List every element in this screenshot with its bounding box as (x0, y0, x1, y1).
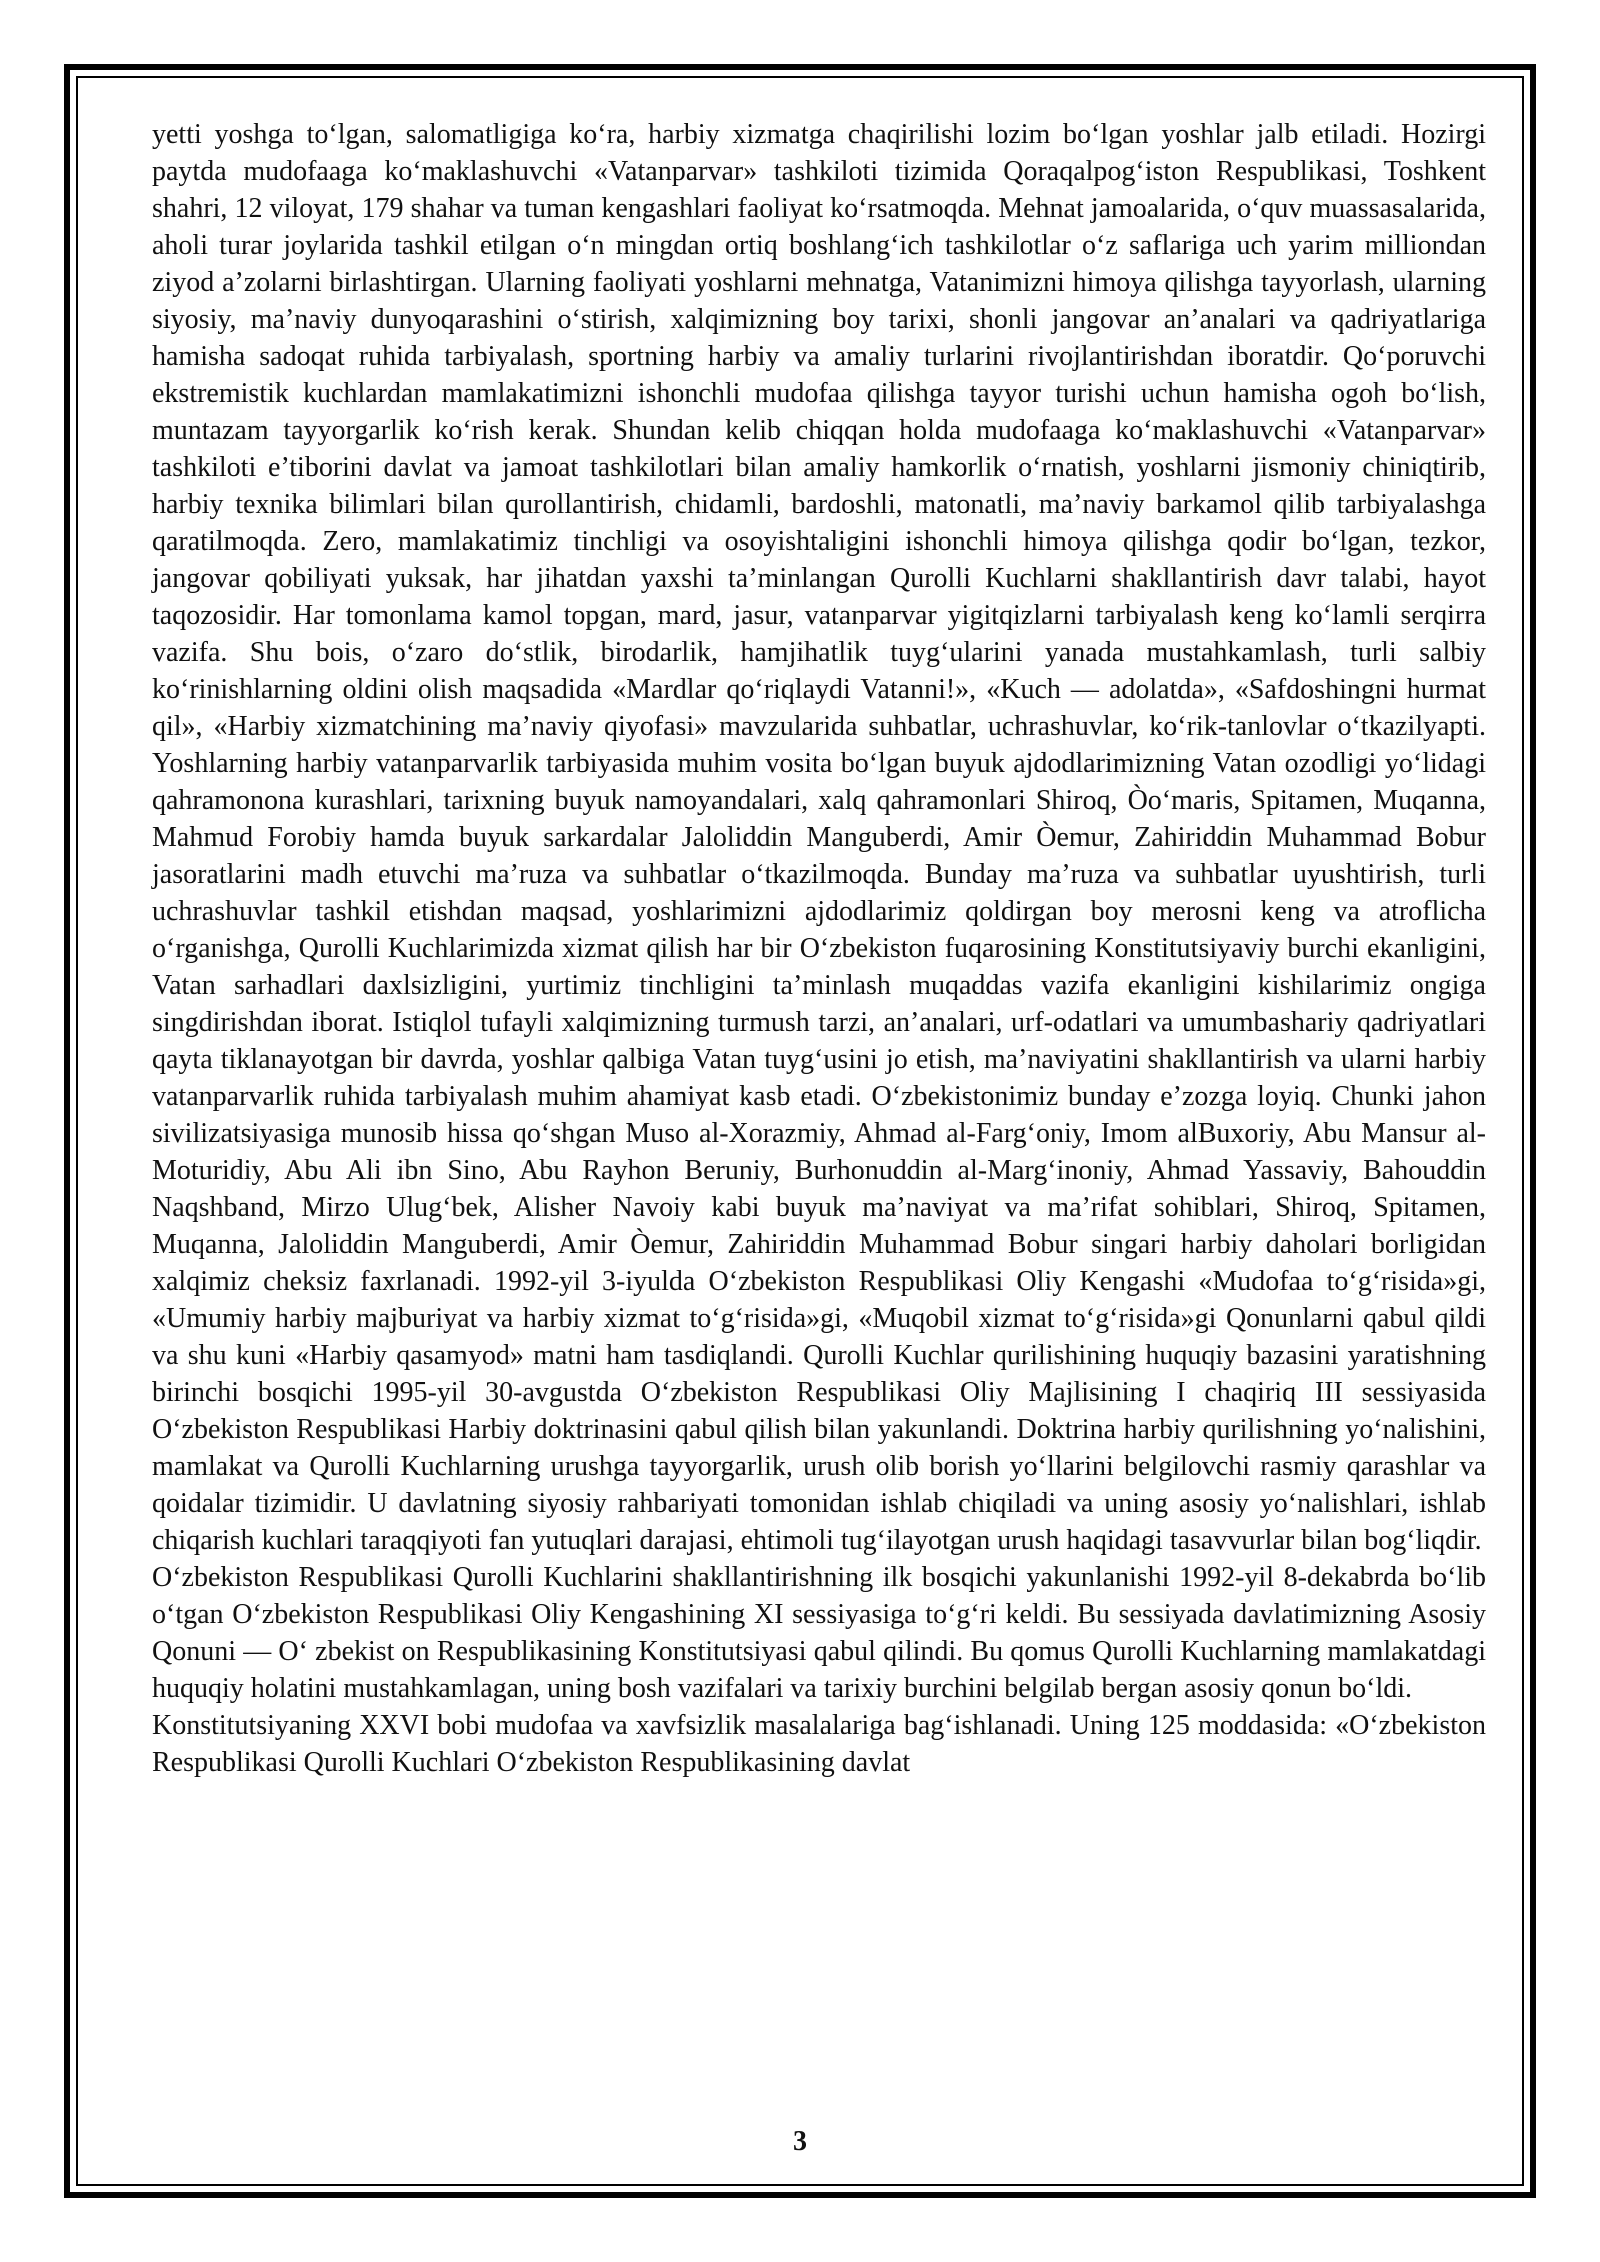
paragraph-1: yetti yoshga to‘lgan, salomatligiga ko‘ra, harbiy xizmatga chaqirilishi lozim bo‘lgan yoshlar jalb etiladi. Hozirgi paytda mudofaaga ko‘maklashuvchi «Vatanparvar» tashkiloti tizimida Qoraqalpog‘iston Respublikasi, Toshkent shahri, 12 viloyat, 179 shahar va tuman kengashlari faoliyat ko‘rsatmoqda. Mehnat jamoalarida, o‘quv muassasalarida, aholi turar joylarida tashkil etilgan o‘n mingdan ortiq boshlang‘ich tashkilotlar o‘z saflariga uch yarim milliondan ziyod a’zolarni birlashtirgan. Ularning faoliyati yoshlarni mehnatga, Vatanimizni himoya qilishga tayyorlash, ularning siyosiy, ma’naviy dunyoqarashini o‘stirish, xalqimizning boy tarixi, shonli jangovar an’analari va qadriyatlariga hamisha sadoqat ruhida tarbiyalash, sportning harbiy va amaliy turlarini rivojlantirishdan iboratdir. Qo‘poruvchi ekstremistik kuchlardan mamlakatimizni ishonchli mudofaa qilishga tayyor turishi uchun hamisha ogoh bo‘lish, muntazam tayyorgarlik ko‘rish kerak. Shundan kelib chiqqan holda mudofaaga ko‘maklashuvchi «Vatanparvar» tashkiloti e’tiborini davlat va jamoat tashkilotlari bilan amaliy hamkorlik o‘rnatish, yoshlarni jismoniy chiniqtirib, harbiy texnika bilimlari bilan qurollantirish, chidamli, bardoshli, matonatli, ma’naviy barkamol qilib tarbiyalashga qaratilmoqda. Zero, mamlakatimiz tinchligi va osoyishtaligini ishonchli himoya qilishga qodir bo‘lgan, tezkor, jangovar qobiliyati yuksak, har jihatdan yaxshi ta’minlangan Qurolli Kuchlarni shakllantirish davr talabi, hayot taqozosidir. Har tomonlama kamol topgan, mard, jasur, vatanparvar yigitqizlarni tarbiyalash keng ko‘lamli serqirra vazifa. Shu bois, o‘zaro do‘stlik, birodarlik, hamjihatlik tuyg‘ularini yanada mustahkamlash, turli salbiy ko‘rinishlarning oldini olish maqsadida «Mardlar qo‘riqlaydi Vatanni!», «Kuch — adolatda», «Safdoshingni hurmat qil», «Harbiy xizmatchining ma’naviy qiyofasi» mavzularida suhbatlar, uchrashuvlar, ko‘rik-tanlovlar o‘tkazilyapti. Yoshlarning harbiy vatanparvarlik tarbiyasida muhim vosita bo‘lgan buyuk ajdodlarimizning Vatan ozodligi yo‘lidagi qahramonona kurashlari, tarixning buyuk namoyandalari, xalq qahramonlari Shiroq, Òo‘maris, Spitamen, Muqanna, Mahmud Forobiy hamda buyuk sarkardalar Jaloliddin Manguberdi, Amir Òemur, Zahiriddin Muhammad Bobur jasoratlarini madh etuvchi ma’ruza va suhbatlar o‘tkazilmoqda. Bunday ma’ruza va suhbatlar uyushtirish, turli uchrashuvlar tashkil etishdan maqsad, yoshlarimizni ajdodlarimiz qoldirgan boy merosni keng va atroflicha o‘rganishga, Qurolli Kuchlarimizda xizmat qilish har bir O‘zbekiston fuqarosining Konstitutsiyaviy burchi ekanligini, Vatan sarhadlari daxlsizligini, yurtimiz tinchligini ta’minlash muqaddas vazifa ekanligini kishilarimiz ongiga singdirishdan iborat. Istiqlol tufayli xalqimizning turmush tarzi, an’analari, urf-odatlari va umumbashariy qadriyatlari qayta tiklanayotgan bir davrda, yoshlar qalbiga Vatan tuyg‘usini jo etish, ma’naviyatini shakllantirish va ularni harbiy vatanparvarlik ruhida tarbiyalash muhim ahamiyat kasb etadi. O‘zbekistonimiz bunday e’zozga loyiq. Chunki jahon sivilizatsiyasiga munosib hissa qo‘shgan Muso al-Xorazmiy, Ahmad al-Farg‘oniy, Imom alBuxoriy, Abu Mansur al-Moturidiy, Abu Ali ibn Sino, Abu Rayhon Beruniy, Burhonuddin al-Marg‘inoniy, Ahmad Yassaviy, Bahouddin Naqshband, Mirzo Ulug‘bek, Alisher Navoiy kabi buyuk ma’naviyat va ma’rifat sohiblari, Shiroq, Spitamen, Muqanna, Jaloliddin Manguberdi, Amir Òemur, Zahiriddin Muhammad Bobur singari harbiy daholari borligidan xalqimiz cheksiz faxrlanadi. 1992-yil 3-iyulda O‘zbekiston Respublikasi Oliy Kengashi «Mudofaa to‘g‘risida»gi, «Umumiy harbiy majburiyat va harbiy xizmat to‘g‘risida»gi, «Muqobil xizmat to‘g‘risida»gi Qonunlarni qabul qildi va shu kuni «Harbiy qasamyod» matni ham tasdiqlandi. Qurolli Kuchlar qurilishining huquqiy bazasini yaratishning birinchi bosqichi 1995-yil 30-avgustda O‘zbekiston Respublikasi Oliy Majlisining I chaqiriq III sessiyasida O‘zbekiston Respublikasi Harbiy doktrinasini qabul qilish bilan yakunlandi. Doktrina harbiy qurilishning yo‘nalishini, mamlakat va Qurolli Kuchlarning urushga tayyorgarlik, urush olib borish yo‘llarini belgilovchi rasmiy qarashlar va qoidalar tizimidir. U davlatning siyosiy rahbariyati tomonidan ishlab chiqiladi va uning asosiy yo‘nalishlari, ishlab chiqarish kuchlari taraqqiyoti fan yutuqlari darajasi, ehtimoli tug‘ilayotgan urush haqidagi tasavvurlar bilan bog‘liqdir. (152, 119, 1486, 1556)
page-number: 3 (793, 2126, 807, 2157)
paragraph-2: O‘zbekiston Respublikasi Qurolli Kuchlarini shakllantirishning ilk bosqichi yakunlanishi 1992-yil 8-dekabrda bo‘lib o‘tgan O‘zbekiston Respublikasi Oliy Kengashining XI sessiyasiga to‘g‘ri keldi. Bu sessiyada davlatimizning Asosiy Qonuni — O‘ zbekist on Respublikasining Konstitutsiyasi qabul qilindi. Bu qomus Qurolli Kuchlarning mamlakatdagi huquqiy holatini mustahkamlagan, uning bosh vazifalari va tarixiy burchini belgilab bergan asosiy qonun bo‘ldi. (152, 1562, 1486, 1704)
document-body (152, 116, 1486, 1781)
paragraph-3: Konstitutsiyaning XXVI bobi mudofaa va xavfsizlik masalalariga bag‘ishlanadi. Uning 125 moddasida: «O‘zbekiston Respublikasi Qurolli Kuchlari O‘zbekiston Respublikasining davlat (152, 1710, 1486, 1778)
